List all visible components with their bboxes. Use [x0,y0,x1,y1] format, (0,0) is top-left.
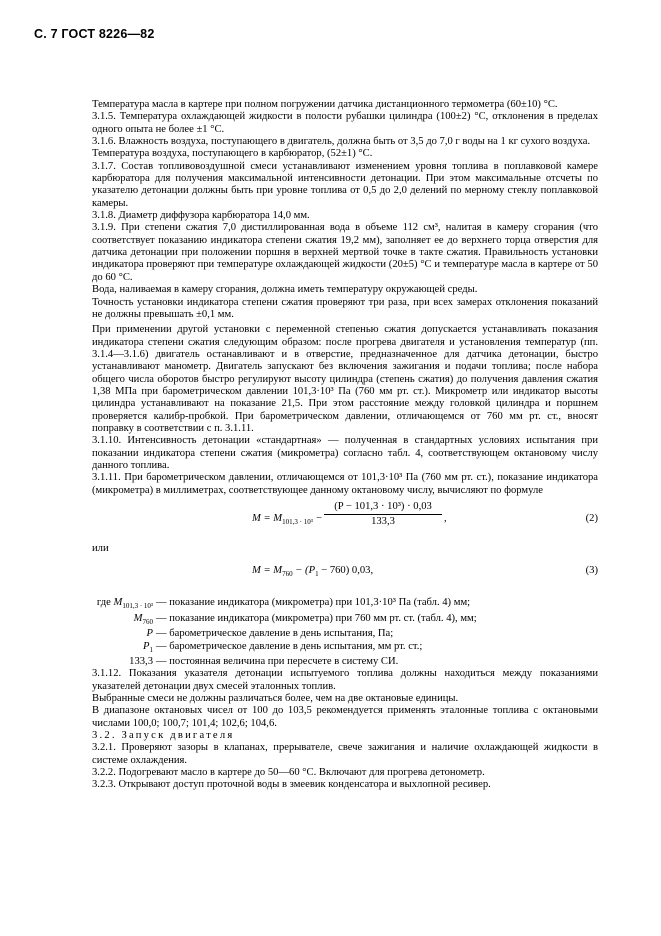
formula-2-number: (2) [585,513,598,524]
formula-2-denominator: 133,3 [371,516,395,528]
paragraph-octane-range: В диапазоне октановых чисел от 100 до 103,5 рекомендуется применять эталонные топлива с октановыми числами 100,0; 100,7; 101,4; 102,6; 104,6. [92,705,598,729]
formula-3 [92,561,598,585]
paragraph-3-2-3: 3.2.3. Открывают доступ проточной воды в змеевик конденсатора и выхлопной ресивер. [92,779,491,791]
paragraph-mixtures: Выбранные смеси не должны различаться более, чем на две октановые единицы. [92,693,459,705]
document-body [92,99,598,792]
formula-2: $M = M_{101,3 \cdot 10^3}$ − $\frac{\text{(P − 101,3 · 10³) · 0,03}}{133,3}$ , (2) [252,501,598,528]
formula-2-lhs: $M = M_{101,3 \cdot 10^3}$ − [252,513,323,527]
paragraph-3-2-1: 3.2.1. Проверяют зазоры в клапанах, прерывателе, свече зажигания и наличие охлаждающей жидкости в системе охлаждения. [92,742,598,766]
formula-legend [92,597,598,668]
section-heading-3-2: 3.2. Запуск двигателя [92,730,235,742]
paragraph-3-1-10: 3.1.10. Интенсивность детонации «стандартная» — полученная в стандартных условиях испытания при показании индикатора степени сжатия (микрометра) согласно табл. 4, соответствующем октановому числу данного топлива. [92,435,598,471]
paragraph-3-1-11: 3.1.11. При барометрическом давлении, отличающемся от 101,3·10³ Па (760 мм рт. ст.), показание индикатора (микрометра) в миллиметрах, соответствующее данному октановому числу, вычисляют по формуле [92,472,598,496]
legend-row: где $M_{101,3 \cdot 10^3}$ — показание индикатора (микрометра) при 101,3·10³ Па (табл. 4) мм; [96,597,471,611]
paragraph-3-1-7: 3.1.7. Состав топливовоздушной смеси устанавливают изменением уровня топлива в поплавковой камере карбюратора для получения максимальной интенсивности детонации. При этом максимальные отсчеты по указателю детонации должны быть при уровне топлива от 0,5 до 2,0 делений по мерному стеклу поплавковой камеры. [92,160,598,209]
paragraph-air-temperature: Температура воздуха, поступающего в карбюратор, (52±1) °С. [92,148,373,160]
paragraph-3-1-12: 3.1.12. Показания указателя детонации испытуемого топлива должны находиться между показаниями указателей детонации двух смесей эталонных топлив. [92,668,598,692]
or-text: или [92,543,109,554]
page-header: С. 7 ГОСТ 8226—82 [34,27,155,41]
formula-3-number: (3) [585,565,598,577]
formula-2-fraction [324,501,442,529]
paragraph-water-temperature: Вода, наливаемая в камеру сгорания, должна иметь температуру окружающей среды. [92,284,478,296]
paragraph-accuracy: Точность установки индикатора степени сжатия проверяют три раза, при всех замерах отклонения показаний не должны превышать ±0,1 мм. [92,296,598,320]
paragraph-oil-temperature: Температура масла в картере при полном погружении датчика дистанционного термометра (60±10) °С. [92,99,558,110]
legend-row: P — барометрическое давление в день испытания, Па; [146,628,394,640]
paragraph-3-1-6: 3.1.6. Влажность воздуха, поступающего в двигатель, должна быть от 3,5 до 7,0 г воды на 1 кг сухого воздуха. [92,136,591,148]
legend-row: 133,3 — постоянная величина при пересчете в систему СИ. [129,656,399,668]
paragraph-3-2-2: 3.2.2. Подогревают масло в картере до 50—60 °С. Включают для прогрева детонометр. [92,767,485,779]
paragraph-3-1-8: 3.1.8. Диаметр диффузора карбюратора 14,0 мм. [92,210,310,222]
formula-2-numerator: (P − 101,3 · 10³) · 0,03 [324,501,442,515]
legend-row: $P_1$ — барометрическое давление в день испытания, мм рт. ст.; [143,640,423,654]
paragraph-3-1-9: 3.1.9. При степени сжатия 7,0 дистиллированная вода в объеме 112 см³, налитая в камеру сгорания (что соответствует показанию индикатора степени сжатия 19,2 мм), заполняет ее до верхнего торца отверстия для датчика детонации при положении поршня в верхней мертвой точке в такте сжатия. Правильность установки индикатора проверяют при температуре охлаждающей жидкости (20±5) °С и температуре масла в картере от 50 до 60 °С. [92,222,598,283]
paragraph-other-installation: При применении другой установки с переменной степенью сжатия допускается устанавливать показания индикатора степени сжатия следующим образом: после прогрева двигателя и установления температур (пп. 3.1.4—3.1.6) двигатель останавливают и в отверстие, предназначенное для датчика детонации, быстро устанавливают манометр. Двигатель запускают без включения зажигания и подачи топлива; после набора общего числа оборотов быстро регулируют высоту цилиндра (степень сжатия) до получения давления сжатия 1,38 МПа при барометрическом давлении 101,3·10³ Па (760 мм рт. ст.). Микрометр или индикатор высоты цилиндра устанавливают на показание 21,5. При этом расстояние между головкой цилиндра и поршнем проверяется калибр-пробкой. При барометрическом давлении, отличающемся от 760 мм рт. ст., вносят поправку в соответствии с п. 3.1.11. [92,324,598,434]
legend-row: $M_{760}$ — показание индикатора (микрометра) при 760 мм рт. ст. (табл. 4), мм; [133,612,477,626]
paragraph-3-1-5: 3.1.5. Температура охлаждающей жидкости в полости рубашки цилиндра (100±2) °С, отклонения в пределах одного опыта не более ±1 °С. [92,111,598,135]
formula-3-expression: $M = M_{760} - (P_1 - 760)$ 0,03, [252,565,374,579]
